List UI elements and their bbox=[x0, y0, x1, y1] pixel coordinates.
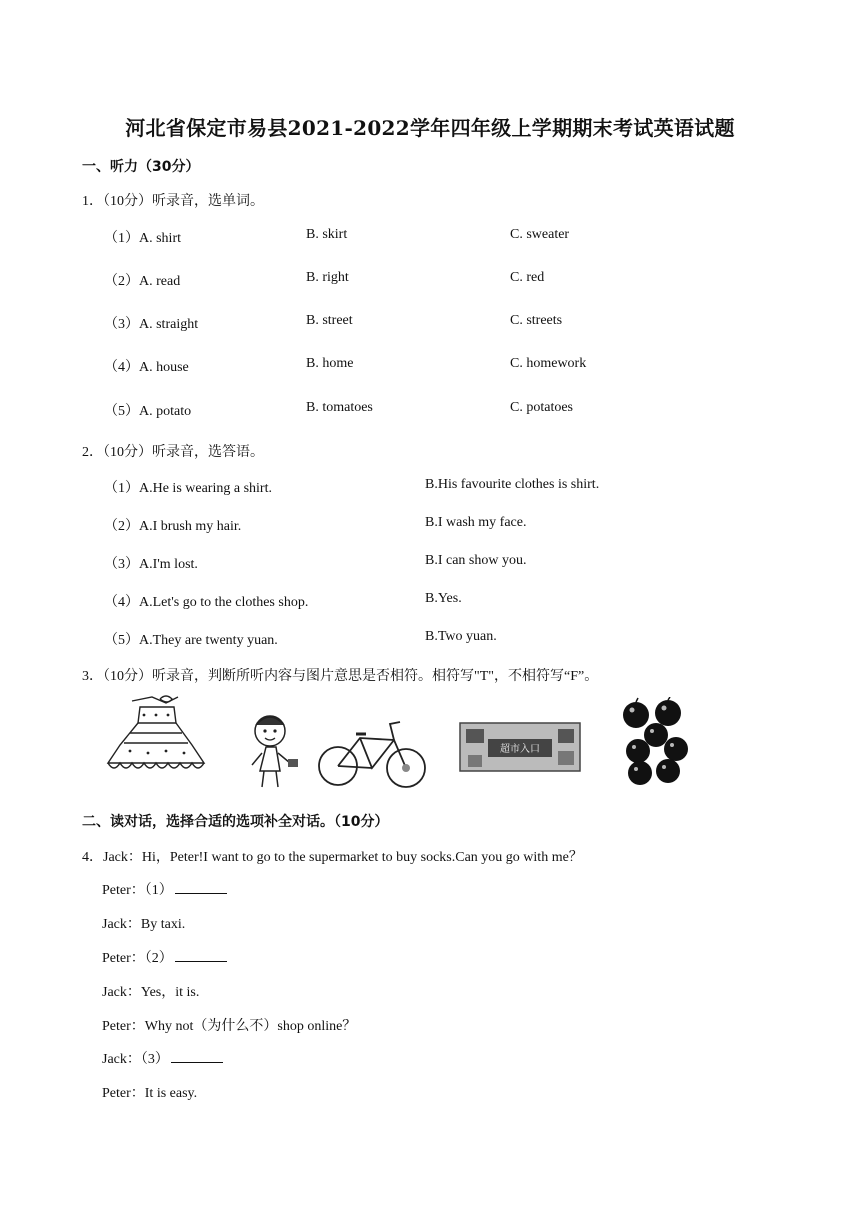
q1-row5-option-c: C. potatoes bbox=[510, 400, 573, 415]
apples-image bbox=[620, 697, 692, 789]
q4-line2 bbox=[102, 879, 227, 899]
q2-row4-option-b: B.Yes. bbox=[425, 591, 462, 606]
q1-row1-option-b: B. skirt bbox=[306, 227, 348, 242]
q4-line2-text: Peter：（1） bbox=[102, 883, 173, 898]
boy-image bbox=[246, 709, 302, 789]
q2-row1-option-b: B.His favourite clothes is shirt. bbox=[425, 477, 600, 492]
q4-line7-text: Jack：（3） bbox=[102, 1052, 169, 1067]
q1-row3-option-a: （3）A. straight bbox=[104, 317, 199, 332]
bicycle-image bbox=[316, 716, 428, 792]
q4-line4 bbox=[102, 947, 227, 967]
q1-row5-option-b: B. tomatoes bbox=[306, 400, 373, 415]
answer-blank-1[interactable] bbox=[175, 881, 227, 894]
sign-text: 超市入口 bbox=[500, 744, 540, 755]
supermarket-entrance-image bbox=[458, 721, 582, 773]
q4-line4-text: Peter：（2） bbox=[102, 951, 173, 966]
q4-line1: 4．Jack：Hi，Peter!I want to go to the supermarket to buy socks.Can you go with me？ bbox=[82, 850, 583, 865]
q1-row4-option-c: C. homework bbox=[510, 356, 587, 371]
q2-row3-option-b: B.I can show you. bbox=[425, 553, 527, 568]
q1-row5-option-a: （5）A. potato bbox=[104, 404, 192, 419]
q2-stem: 2．（10分）听录音，选答语。 bbox=[82, 445, 264, 460]
q1-stem: 1．（10分）听录音，选单词。 bbox=[82, 194, 264, 209]
q1-row1-option-a: （1）A. shirt bbox=[104, 231, 181, 246]
q1-row3-option-c: C. streets bbox=[510, 313, 563, 328]
q1-row2-option-b: B. right bbox=[306, 270, 349, 285]
q1-row4-option-a: （4）A. house bbox=[104, 360, 189, 375]
section1-heading: 一、听力（30分） bbox=[82, 159, 200, 175]
q2-row4-option-a: （4）A.Let's go to the clothes shop. bbox=[104, 595, 309, 610]
q4-line3: Jack：By taxi. bbox=[102, 917, 186, 932]
q2-row5-option-b: B.Two yuan. bbox=[425, 629, 497, 644]
answer-blank-3[interactable] bbox=[171, 1050, 223, 1063]
page-title: 河北省保定市易县2021-2022学年四年级上学期期末考试英语试题 bbox=[125, 116, 735, 140]
q1-row2-option-a: （2）A. read bbox=[104, 274, 181, 289]
q4-line8: Peter：It is easy. bbox=[102, 1086, 198, 1101]
q4-line6: Peter：Why not（为什么不）shop online？ bbox=[102, 1019, 357, 1034]
q1-row1-option-c: C. sweater bbox=[510, 227, 570, 242]
q2-row3-option-a: （3）A.I'm lost. bbox=[104, 557, 198, 572]
answer-blank-2[interactable] bbox=[175, 949, 227, 962]
q4-line7 bbox=[102, 1048, 223, 1068]
section2-heading: 二、读对话，选择合适的选项补全对话。（10分） bbox=[82, 814, 389, 830]
q1-row2-option-c: C. red bbox=[510, 270, 545, 285]
q1-row4-option-b: B. home bbox=[306, 356, 354, 371]
q4-line5: Jack：Yes，it is. bbox=[102, 985, 200, 1000]
q2-row5-option-a: （5）A.They are twenty yuan. bbox=[104, 633, 278, 648]
q2-row1-option-a: （1）A.He is wearing a shirt. bbox=[104, 481, 272, 496]
q2-row2-option-a: （2）A.I brush my hair. bbox=[104, 519, 242, 534]
q2-row2-option-b: B.I wash my face. bbox=[425, 515, 527, 530]
q1-row3-option-b: B. street bbox=[306, 313, 353, 328]
q3-stem: 3．（10分）听录音，判断所听内容与图片意思是否相符。相符写"T"，不相符写“F”。 bbox=[82, 669, 599, 684]
dress-image bbox=[100, 693, 212, 781]
